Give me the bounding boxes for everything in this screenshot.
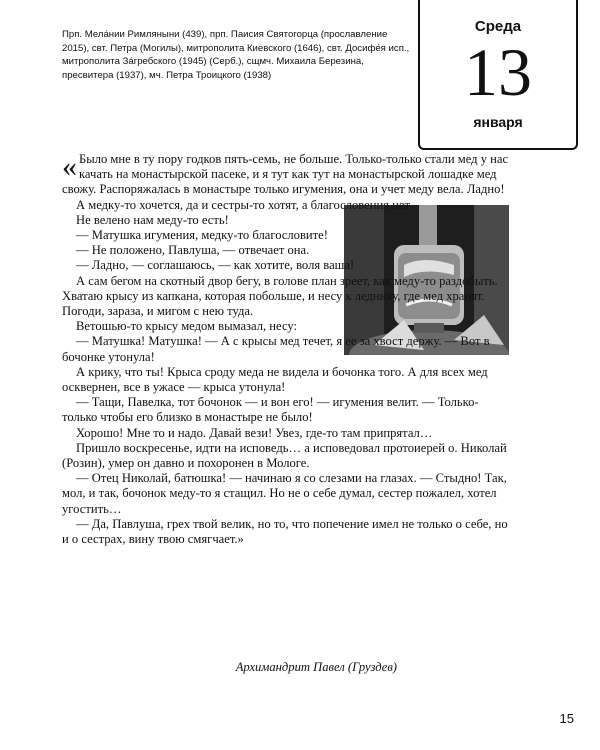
story-paragraph: « Было мне в ту пору годков пять-семь, не больше. Только-только стали мед у нас качать на монастырской пасеке, и я тут как тут на монастырской лошадке мед свожу. Распоряжалась в монастыре только игумения, она и учет меду вела. Ладно! <box>62 150 509 197</box>
story-paragraph: — Ладно, — соглашаюсь, — как хотите, воля ваша! <box>76 258 355 273</box>
author-attribution: Архимандрит Павел (Груздев) <box>235 660 397 674</box>
story-paragraph: Пришло воскресенье, идти на исповедь… а исповедовал протоиерей о. Николай (Розин), умер он давно и похоронен в Мологе. <box>62 440 507 471</box>
story-paragraph: — Да, Павлуша, грех твой велик, но то, что попечение имел не только о себе, но и о сестрах, вину твою смягчает.» <box>62 516 508 547</box>
story-paragraph: Ветошью-то крысу медом вымазал, несу: <box>76 319 298 334</box>
story-paragraph: — Матушка! Матушка! — А с крысы мед течет, я ее за хвост держу. — Вот в бочонке утонула! <box>62 334 490 364</box>
story-paragraph: А крику, что ты! Крыса сроду меда не видела и бочонка того. А для всех мед осквернен, все в ужасе — крыса утонула! <box>62 364 488 395</box>
story-paragraph: А сам бегом на скотный двор бегу, в голове план зреет, как меду-то раздобыть. Хватаю крысу из капкана, которая побольше, и несу к леднику, где мед хранят. Погоди, зараза, и мигом с нею туда. <box>62 273 498 319</box>
month: января <box>473 114 523 130</box>
story-paragraph: — Не положено, Павлуша, — отвечает она. <box>76 243 310 258</box>
day-number: 13 <box>464 34 532 110</box>
page-number: 15 <box>559 711 574 726</box>
story-paragraph: Не велено нам меду-то есть! <box>76 212 229 227</box>
story-paragraph: Хорошо! Мне то и надо. Давай вези! Увез, где-то там припрятал… <box>76 425 433 440</box>
story-text <box>62 152 512 547</box>
story-paragraph: А медку-то хочется, да и сестры-то хотят, а благословения нет. <box>76 197 413 212</box>
opening-quote: « <box>62 150 77 183</box>
date-box <box>418 0 578 150</box>
story-paragraph: — Отец Николай, батюшка! — начинаю я со слезами на глазах. — Стыдно! Так, мол, и так, бочонок меду-то я стащил. Но не о себе думал, сестер пожалел, хотел угостить… <box>62 471 507 516</box>
story-paragraph: — Тащи, Павелка, тот бочонок — и вон его! — игумения велит. — Только-только чтобы его близко в монастыре не было! <box>62 395 479 425</box>
saints-commemoration: Прп. Мела́нии Римляныни (439), прп. Паисия Святогорца (прославление 2015), свт. Петра (Могилы), митрополита Киевского (1646), свт. Досифе́я исп., митрополита За́гребского (1945) (Серб.), сщмч. Михаила Березина, пресвитера (1937), мч. Петра Троицкого (1938) <box>62 29 410 81</box>
story-paragraph: — Матушка игумения, медку-то благословите! <box>76 228 328 243</box>
weekday: Среда <box>474 18 522 35</box>
